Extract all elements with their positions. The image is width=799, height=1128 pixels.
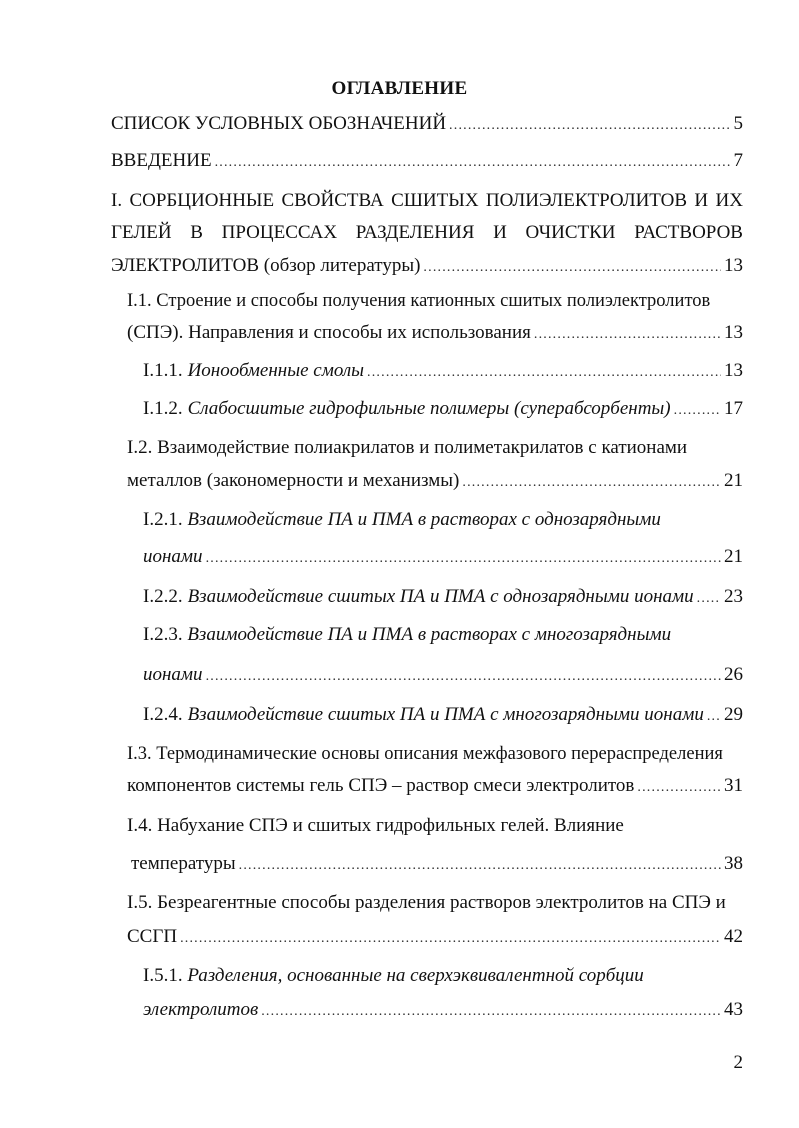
toc-page-number: 43 — [724, 999, 743, 1020]
word: ОЧИСТКИ — [525, 222, 616, 243]
toc-entry-number: I.1.2. — [143, 398, 183, 419]
toc-entry-introduction[interactable] — [111, 150, 743, 174]
word: И — [493, 222, 507, 243]
toc-entry-text: Разделения, основанные на сверхэквивалентной сорбции — [187, 965, 644, 986]
toc-page-number: 7 — [733, 150, 743, 171]
toc-entry-number: I.2.1. — [143, 509, 183, 530]
toc-entry-text: Ионообменные смолы — [187, 360, 365, 381]
toc-page-number: 31 — [724, 775, 743, 796]
toc-chapter-1-line-1[interactable] — [111, 190, 743, 212]
toc-entry-text: ВВЕДЕНИЕ — [111, 150, 212, 171]
toc-chapter-1-line-2[interactable] — [111, 222, 743, 244]
toc-entry-text: электролитов — [143, 999, 259, 1020]
dot-leader — [367, 362, 721, 384]
dot-leader — [534, 324, 721, 346]
toc-entry-number: I.5.1. — [143, 965, 183, 986]
toc-page-number: 21 — [724, 546, 743, 567]
toc-section-1-4-line-2[interactable] — [131, 853, 743, 877]
toc-subsection-1-1-2[interactable] — [143, 398, 743, 422]
toc-chapter-1-line-3[interactable] — [111, 255, 743, 279]
toc-page-number: 13 — [724, 255, 743, 276]
dot-leader — [707, 706, 721, 728]
toc-page-number: 13 — [724, 360, 743, 381]
toc-section-1-2-line-2[interactable] — [127, 470, 743, 494]
toc-page-number: 38 — [724, 853, 743, 874]
dot-leader — [674, 400, 721, 422]
toc-entry-text: температуры — [131, 853, 236, 874]
toc-section-1-4-line-1[interactable]: I.4. Набухание СПЭ и сшитых гидрофильных гелей. Влияние — [127, 815, 624, 836]
word: ИХ — [715, 190, 743, 211]
toc-entry-text: ионами — [143, 664, 203, 685]
toc-subsection-1-1-1[interactable] — [143, 360, 743, 384]
toc-entry-text: (СПЭ). Направления и способы их использования — [127, 322, 531, 343]
toc-entry-text: ионами — [143, 546, 203, 567]
toc-section-1-2-line-1[interactable]: I.2. Взаимодействие полиакрилатов и полиметакрилатов с катионами — [127, 437, 688, 458]
word: ГЕЛЕЙ — [111, 222, 172, 243]
toc-page-number: 17 — [724, 398, 743, 419]
word: РАСТВОРОВ — [634, 222, 743, 243]
toc-page-number: 5 — [733, 113, 743, 134]
toc-subsection-1-5-1-line-2[interactable] — [143, 999, 743, 1023]
dot-leader — [423, 257, 721, 279]
toc-entry-text: металлов (закономерности и механизмы) — [127, 470, 460, 491]
toc-page-number: 42 — [724, 926, 743, 947]
word: СОРБЦИОННЫЕ — [129, 190, 275, 211]
toc-entry-abbreviations[interactable] — [111, 113, 743, 137]
toc-subsection-1-5-1-line-1[interactable] — [143, 965, 644, 987]
toc-subsection-1-2-4[interactable] — [143, 704, 743, 728]
toc-subsection-1-2-3-line-2[interactable] — [143, 664, 743, 688]
toc-subsection-1-2-2[interactable] — [143, 586, 743, 610]
dot-leader — [206, 548, 721, 570]
toc-entry-text: ЭЛЕКТРОЛИТОВ (обзор литературы) — [111, 255, 421, 276]
page-number: 2 — [733, 1052, 743, 1073]
toc-entry-number: I.2.4. — [143, 704, 183, 725]
word: I. — [111, 190, 123, 211]
word: И — [694, 190, 709, 211]
toc-subsection-1-2-3-line-1[interactable] — [143, 624, 671, 646]
toc-title: ОГЛАВЛЕНИЕ — [331, 78, 468, 99]
toc-entry-number: I.1.1. — [143, 360, 183, 381]
dot-leader — [215, 152, 731, 174]
toc-entry-text: компонентов системы гель СПЭ – раствор смеси электролитов — [127, 775, 635, 796]
toc-entry-text: Слабосшитые гидрофильные полимеры (суперабсорбенты) — [187, 398, 671, 419]
toc-entry-number: I.2.2. — [143, 586, 183, 607]
toc-subsection-1-2-1-line-2[interactable] — [143, 546, 743, 570]
toc-entry-text: ССГП — [127, 926, 178, 947]
toc-entry-text: Взаимодействие ПА и ПМА в растворах с многозарядными — [187, 624, 672, 645]
dot-leader — [462, 472, 721, 494]
toc-page-number: 29 — [724, 704, 743, 725]
toc-entry-text: Взаимодействие ПА и ПМА в растворах с однозарядными — [187, 509, 661, 530]
toc-entry-text: Взаимодействие сшитых ПА и ПМА с однозарядными ионами — [187, 586, 694, 607]
word: ПРОЦЕССАХ — [221, 222, 338, 243]
toc-section-1-3-line-1[interactable]: I.3. Термодинамические основы описания межфазового перераспределения — [127, 744, 723, 764]
toc-entry-text: Взаимодействие сшитых ПА и ПМА с многозарядными ионами — [187, 704, 704, 725]
toc-section-1-1-line-2[interactable] — [127, 322, 743, 346]
dot-leader — [449, 115, 730, 137]
toc-section-1-3-line-2[interactable] — [127, 775, 743, 799]
toc-section-1-5-line-1[interactable]: I.5. Безреагентные способы разделения растворов электролитов на СПЭ и — [127, 892, 726, 913]
word: СВОЙСТВА — [281, 190, 384, 211]
toc-page-number: 26 — [724, 664, 743, 685]
toc-page-number: 21 — [724, 470, 743, 491]
dot-leader — [206, 666, 721, 688]
toc-page-number: 23 — [724, 586, 743, 607]
word: РАЗДЕЛЕНИЯ — [355, 222, 475, 243]
toc-section-1-1-line-1[interactable]: I.1. Строение и способы получения катионных сшитых полиэлектролитов — [127, 291, 711, 311]
toc-subsection-1-2-1-line-1[interactable] — [143, 509, 661, 531]
dot-leader — [637, 777, 721, 799]
word: ПОЛИЭЛЕКТРОЛИТОВ — [485, 190, 688, 211]
dot-leader — [261, 1001, 721, 1023]
word: СШИТЫХ — [391, 190, 479, 211]
toc-entry-number: I.2.3. — [143, 624, 183, 645]
dot-leader — [239, 855, 721, 877]
dot-leader — [180, 928, 721, 950]
toc-entry-text: СПИСОК УСЛОВНЫХ ОБОЗНАЧЕНИЙ — [111, 113, 447, 134]
dot-leader — [697, 588, 721, 610]
toc-section-1-5-line-2[interactable] — [127, 926, 743, 950]
word: В — [190, 222, 203, 243]
toc-page-number: 13 — [724, 322, 743, 343]
